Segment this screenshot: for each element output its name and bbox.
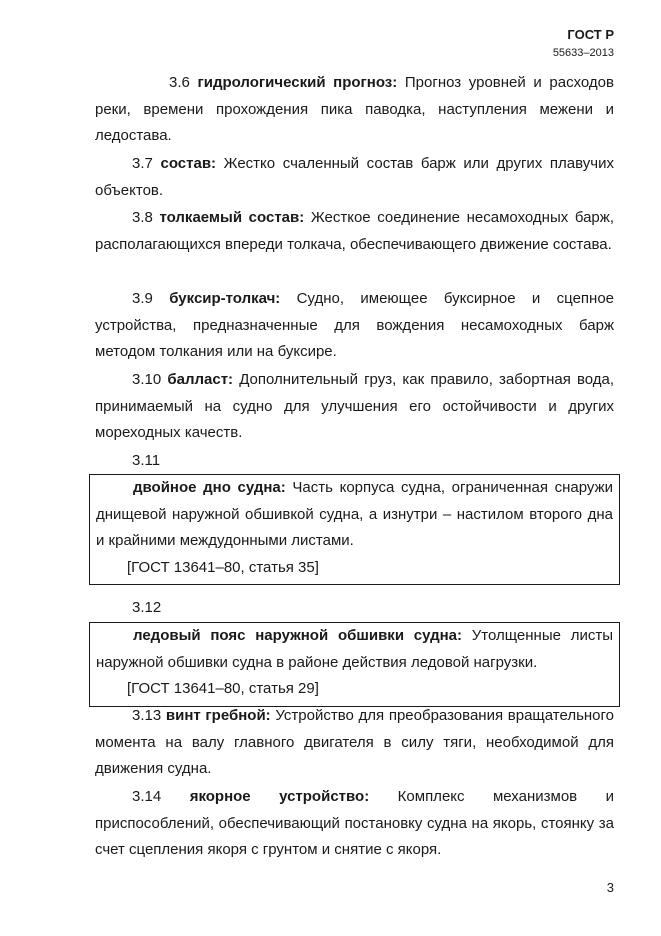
- term-definition: Устройство для преобразования вращательного момента на валу главного двигателя в силу тяги, необходимой для движения судна.: [95, 707, 614, 777]
- term-title: якорное устройство:: [189, 788, 370, 805]
- term-number: 3.8: [132, 209, 153, 226]
- term-definition: Часть корпуса судна, ограниченная снаружи днищевой наружной обшивкой судна, а изнутри – настилом второго дна и крайними междудонными листами.: [96, 479, 614, 549]
- term-3-11-number: 3.11: [132, 452, 161, 469]
- term-reference: [ГОСТ 13641–80, статья 35]: [127, 558, 319, 576]
- term-definition: Жесткое соединение несамоходных барж, располагающихся впереди толкача, обеспечивающего движение состава.: [95, 209, 614, 253]
- term-3-12-number: 3.12: [132, 599, 162, 616]
- term-title: гидрологический прогноз:: [197, 74, 398, 91]
- page-number: 3: [606, 880, 614, 895]
- term-3-6: [95, 70, 614, 150]
- standard-title: ГОСТ Р: [567, 27, 614, 42]
- term-title: винт гребной:: [165, 707, 271, 724]
- term-number: 3.13: [132, 707, 162, 724]
- term-3-8: [95, 205, 614, 258]
- term-title: буксир-толкач:: [169, 290, 281, 307]
- standard-number: 55633–2013: [552, 47, 614, 59]
- term-number: 3.7: [132, 155, 153, 172]
- term-number: 3.14: [132, 788, 162, 805]
- term-title: толкаемый состав:: [159, 209, 305, 226]
- term-title: двойное дно судна:: [133, 479, 286, 496]
- term-3-13: [95, 703, 614, 783]
- term-definition: Судно, имеющее буксирное и сцепное устройства, предназначенные для вождения несамоходных барж методом толкания или на буксире.: [95, 290, 615, 360]
- term-number: 3.6: [169, 74, 190, 91]
- term-number: 3.10: [132, 371, 162, 388]
- term-3-14: [95, 784, 614, 864]
- term-definition: Жестко счаленный состав барж или других плавучих объектов.: [95, 155, 614, 199]
- term-title: ледовый пояс наружной обшивки судна:: [133, 627, 463, 644]
- term-3-9: [95, 286, 614, 366]
- term-3-7: [95, 151, 614, 204]
- boxed-term-3-12: [89, 622, 620, 707]
- term-3-10: [95, 367, 614, 447]
- term-definition: Утолщенные листы наружной обшивки судна в районе действия ледовой нагрузки.: [96, 627, 613, 671]
- term-definition: Дополнительный груз, как правило, забортная вода, принимаемый на судно для улучшения его остойчивости и других мореходных качеств.: [95, 371, 615, 441]
- term-title: балласт:: [167, 371, 234, 388]
- term-reference: [ГОСТ 13641–80, статья 29]: [127, 680, 319, 697]
- term-number: 3.9: [132, 290, 153, 307]
- term-definition: Прогноз уровней и расходов реки, времени прохождения пика паводка, наступления межени и ледостава.: [95, 74, 614, 144]
- boxed-term-3-11: [89, 474, 620, 585]
- term-title: состав:: [160, 155, 217, 172]
- term-definition: Комплекс механизмов и приспособлений, обеспечивающий постановку судна на якорь, стоянку за счет сцепления якоря с грунтом и снятие с якоря.: [95, 788, 615, 858]
